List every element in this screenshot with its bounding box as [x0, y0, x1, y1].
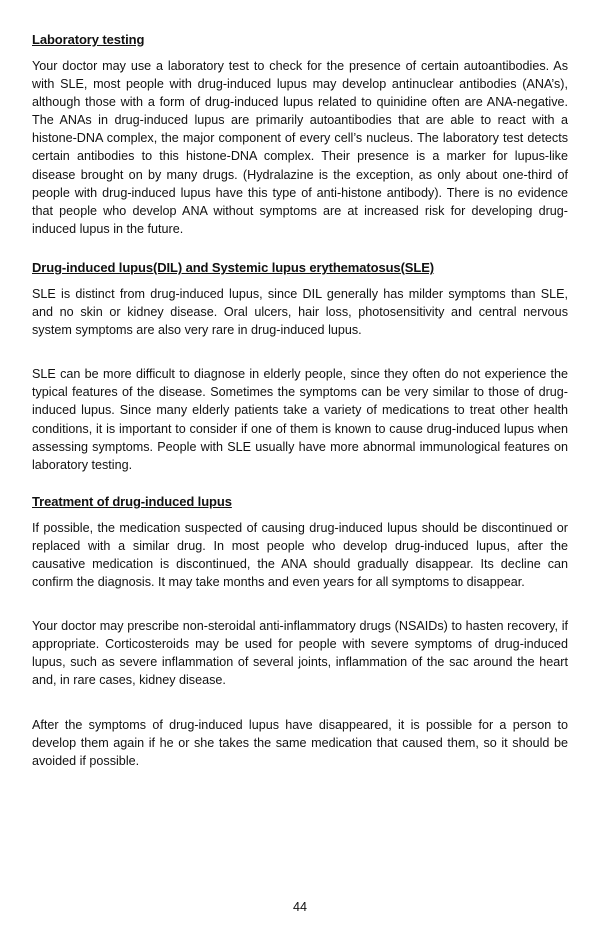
- paragraph: SLE is distinct from drug-induced lupus, since DIL generally has milder symptoms than SLE, and no skin or kidney disease. Oral ulcers, hair loss, photosensitivity and central nervous system symptoms are also very rare in drug-induced lupus.: [32, 286, 568, 338]
- paragraph: Your doctor may use a laboratory test to check for the presence of certain autoantibodies. As with SLE, most people with drug-induced lupus may develop antinuclear antibodies (ANA’s), although those with a form of drug-induced lupus related to quinidine often are ANA-negative. The ANAs in drug-induced lupus are primarily autoantibodies that are able to react with a histone-DNA complex, the major component of every cell’s nucleus. The laboratory test detects certain antibodies to this histone-DNA complex. Their presence is a marker for lupus-like disease brought on by many drugs. (Hydralazine is the exception, as only about one-third of people with drug-induced lupus have this type of anti-histone antibody). There is no evidence that people who develop ANA without symptoms are at increased risk for developing drug-induced lupus in the future.: [32, 59, 568, 236]
- paragraph: After the symptoms of drug-induced lupus have disappeared, it is possible for a person to develop them again if he or she takes the same medication that caused them, so it should be avoided if possible.: [32, 717, 568, 768]
- document-page: [32, 31, 568, 770]
- section-laboratory-testing: [32, 31, 568, 238]
- section-heading: Treatment of drug-induced lupus: [32, 493, 232, 509]
- paragraph: Your doctor may prescribe non-steroidal anti-inflammatory drugs (NSAIDs) to hasten recovery, if appropriate. Corticosteroids may be used for people with severe symptoms of drug-induced lupus, such as severe inflammation of several joints, inflammation of the sac around the heart and, in rare cases, kidney disease.: [32, 619, 568, 688]
- paragraph: If possible, the medication suspected of causing drug-induced lupus should be discontinued or replaced with a similar drug. In most people who develop drug-induced lupus, after the causative medication is discontinued, the ANA should gradually disappear. Its decline can confirm the diagnosis. It may take months and even years for all symptoms to disappear.: [32, 520, 568, 590]
- section-heading: Drug-induced lupus(DIL) and Systemic lupus erythematosus(SLE): [32, 259, 435, 275]
- section-heading: Laboratory testing: [32, 32, 145, 47]
- page-number: 44: [292, 900, 307, 914]
- section-treatment: [32, 493, 568, 770]
- section-dil-vs-sle: [32, 259, 568, 474]
- paragraph: SLE can be more difficult to diagnose in elderly people, since they often do not experience the typical features of the disease. Sometimes the symptoms can be very similar to those of drug-induced lupus. Since many elderly patients take a variety of medications to treat other health conditions, it is important to consider if one of them is known to cause drug-induced lupus when assessing symptoms. People with SLE usually have more abnormal immunological features on laboratory testing.: [32, 367, 568, 472]
